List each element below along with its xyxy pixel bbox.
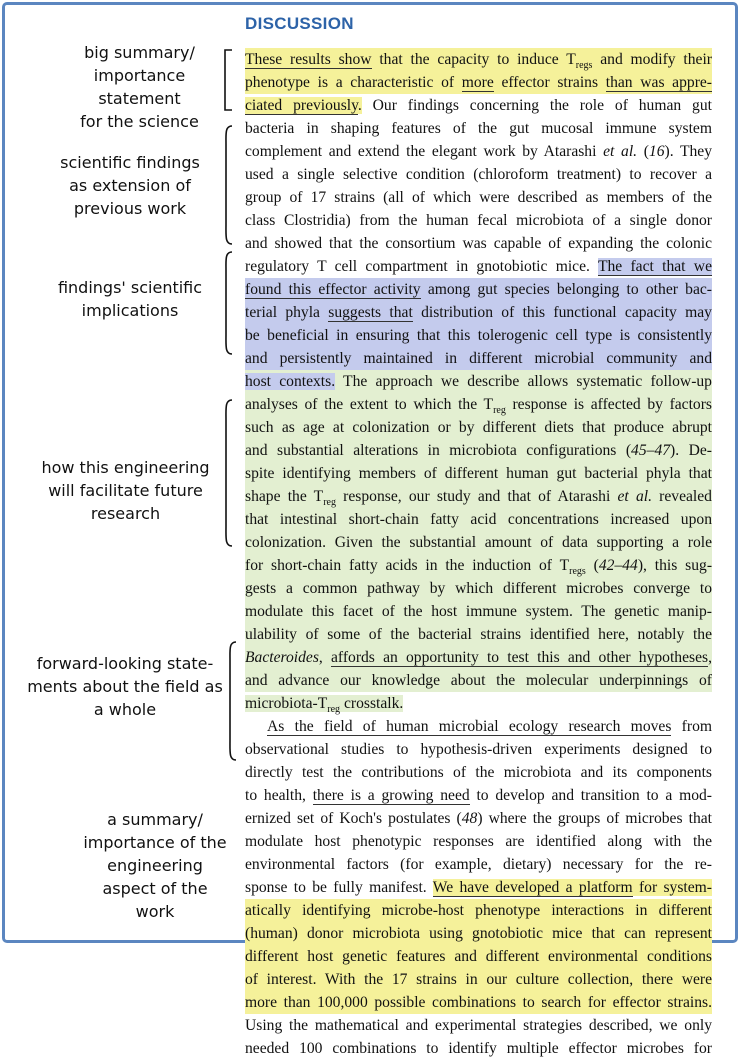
section-heading: DISCUSSION bbox=[245, 14, 354, 33]
text-line: (human) donor microbiota using gnotobiotic mice that can represent bbox=[245, 922, 712, 945]
text-line: gests a common pathway by which different microbes converge to bbox=[245, 577, 712, 600]
text-line: atically identifying microbe-host phenotype interactions in different bbox=[245, 899, 712, 922]
text-line: Bacteroides, affords an opportunity to test this and other hypotheses, bbox=[245, 646, 712, 669]
annotation-engineering-summary: a summary/ importance of the engineering aspect of the work bbox=[83, 810, 227, 921]
annotation-summary-science: big summary/ importance statement for the science bbox=[80, 43, 199, 131]
text-line: and showed that the consortium was capable of expanding the colonic bbox=[245, 235, 712, 252]
text-line: spite identifying members of different human gut bacterial phyla that bbox=[245, 462, 712, 485]
text-line: colonization. Given the substantial amount of data supporting a role bbox=[245, 531, 712, 554]
text-line: of interest. With the 17 strains in our culture collection, there were bbox=[245, 968, 712, 991]
text-line: phenotype is a characteristic of more effector strains than was appre- bbox=[245, 71, 712, 94]
text-line: observational studies to hypothesis-driven experiments designed to bbox=[245, 741, 712, 758]
annotation-implications: findings' scientific implications bbox=[57, 278, 203, 320]
text-line: used a single selective condition (chloroform treatment) to recover a bbox=[245, 166, 712, 183]
text-line: and advance our knowledge about the molecular underpinnings of bbox=[245, 669, 712, 692]
text-line: shape the $T_{reg}$ response, our study and that of Atarashi et al. revealed bbox=[245, 485, 712, 508]
text-line: regulatory T cell compartment in gnotobiotic mice. The fact that we bbox=[245, 258, 712, 275]
text-line: needed 100 combinations to identify multiple effector microbes for bbox=[245, 1040, 712, 1057]
text-line: ernized set of Koch's postulates (48) where the groups of microbes that bbox=[245, 810, 712, 827]
text-line: that intestinal short-chain fatty acid concentrations increased upon bbox=[245, 508, 712, 531]
text-line: As the field of human microbial ecology research moves from bbox=[267, 718, 712, 735]
text-line: and persistently maintained in different microbial community and bbox=[245, 347, 712, 370]
text-line: host contexts. The approach we describe allows systematic follow-up bbox=[245, 370, 712, 393]
brace-1 bbox=[220, 48, 234, 112]
text-line: to health, there is a growing need to develop and transition to a mod- bbox=[245, 787, 712, 804]
text-line: found this effector activity among gut species belonging to other bac- bbox=[245, 278, 712, 301]
text-line: ulability of some of the bacterial strains identified here, notably the bbox=[245, 623, 712, 646]
brace-4 bbox=[220, 398, 234, 548]
brace-2 bbox=[220, 124, 234, 246]
text-line: complement and extend the elegant work by Atarashi et al. (16). They bbox=[245, 143, 713, 160]
text-line: modulate this facet of the host immune system. The genetic manip- bbox=[245, 600, 712, 623]
annotation-forward-looking: forward-looking state- ments about the field as a whole bbox=[27, 654, 223, 719]
text-line: class Clostridia) from the human fecal microbiota of a single donor bbox=[245, 212, 712, 229]
text-line: for short-chain fatty acids in the induction of $T_{regs}$ (42–44), this sug- bbox=[245, 554, 712, 577]
text-line: different host genetic features and different environmental conditions bbox=[245, 945, 712, 968]
text-line: bacteria in shaping features of the gut mucosal immune system bbox=[245, 120, 712, 137]
discussion-body bbox=[245, 48, 712, 1060]
text-line: sponse to be fully manifest. We have developed a platform for system- bbox=[245, 879, 712, 896]
text-line: group of 17 strains (all of which were described as members of the bbox=[245, 189, 712, 206]
text-line: be beneficial in ensuring that this tolerogenic cell type is consistently bbox=[245, 324, 712, 347]
annotation-future-research: how this engineering will facilitate future research bbox=[41, 458, 210, 523]
text-line: Using the mathematical and experimental strategies described, we only bbox=[245, 1017, 712, 1034]
text-line: directly test the contributions of the microbiota and its components bbox=[245, 764, 712, 781]
text-line: such as age at colonization or by different diets that produce abrupt bbox=[245, 416, 712, 439]
brace-3 bbox=[220, 250, 234, 356]
annotation-findings-extension: scientific findings as extension of previous work bbox=[60, 153, 200, 218]
text-line: ciated previously. Our findings concerning the role of human gut bbox=[245, 97, 712, 114]
text-line: modulate host phenotypic responses are identified along with the bbox=[245, 833, 712, 850]
text-line: more than 100,000 possible combinations to search for effector strains. bbox=[245, 991, 712, 1014]
text-line: analyses of the extent to which the $T_{reg}$ response is affected by factors bbox=[245, 393, 712, 416]
text-line: environmental factors (for example, dietary) necessary for the re- bbox=[245, 856, 712, 873]
text-line: and substantial alterations in microbiota configurations (45–47). De- bbox=[245, 439, 712, 462]
text-line: These results show that the capacity to induce $T_{regs}$ and modify their bbox=[245, 48, 712, 71]
text-line: terial phyla suggests that distribution of this functional capacity may bbox=[245, 301, 712, 324]
text-line: microbiota-$T_{reg}$ crosstalk. bbox=[245, 695, 404, 716]
brace-5 bbox=[224, 640, 238, 762]
